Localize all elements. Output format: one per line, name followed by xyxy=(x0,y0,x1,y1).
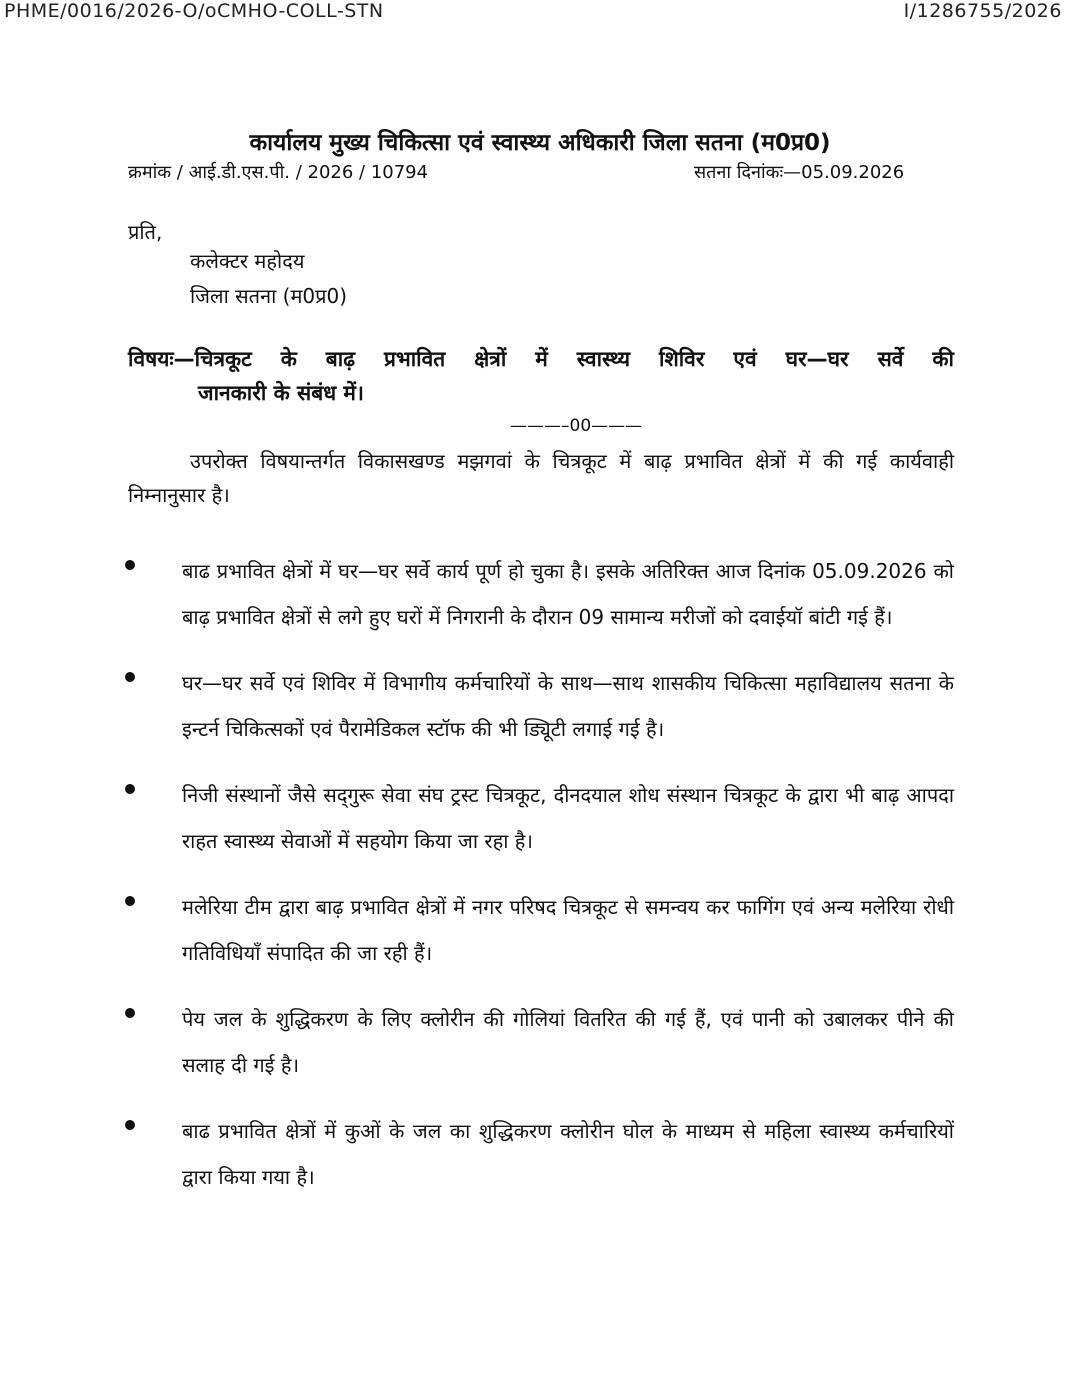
office-heading: कार्यालय मुख्य चिकित्सा एवं स्वास्थ्य अधिकारी जिला सतना (म0प्र0) xyxy=(249,130,831,156)
recipient-designation: कलेक्टर महोदय xyxy=(190,249,305,273)
file-reference-left: PHME/0016/2026-O/oCMHO-COLL-STN xyxy=(4,0,384,22)
point-text: मलेरिया टीम द्वारा बाढ़ प्रभावित क्षेत्रों में नगर परिषद चित्रकूट से समन्वय कर फागिंग एवं अन्य मलेरिया रोधी गतिविधियाँ संपादित की जा रही हैं। xyxy=(182,895,954,965)
bullet-icon xyxy=(125,1120,135,1130)
bullet-icon xyxy=(125,784,135,794)
list-item xyxy=(0,996,1080,1088)
list-item xyxy=(0,660,1080,752)
subject-line-1: विषयः—चित्रकूट के बाढ़ प्रभावित क्षेत्रों में स्वास्थ्य शिविर एवं घर—घर सर्वे की xyxy=(128,347,954,371)
bullet-icon xyxy=(125,1008,135,1018)
list-item xyxy=(0,884,1080,976)
list-item xyxy=(0,772,1080,864)
list-item xyxy=(0,548,1080,640)
recipient-location: जिला सतना (म0प्र0) xyxy=(190,284,348,308)
bullet-icon xyxy=(125,672,135,682)
list-item xyxy=(0,1108,1080,1200)
recipient-label: प्रति, xyxy=(128,220,163,244)
bullet-icon xyxy=(125,560,135,570)
point-text: बाढ प्रभावित क्षेत्रों में घर—घर सर्वे कार्य पूर्ण हो चुका है। इसके अतिरिक्त आज दिनांक 05.09.2026 को बाढ़ प्रभावित क्षेत्रों से लगे हुए घरों में निगरानी के दौरान 09 सामान्य मरीजों को दवाईयॉ बांटी गई हैं। xyxy=(182,559,954,629)
point-text: पेय जल के शुद्धिकरण के लिए क्लोरीन की गोलियां वितरित की गई हैं, एवं पानी को उबालकर पीने की सलाह दी गई है। xyxy=(182,1007,954,1077)
point-text: निजी संस्थानों जैसे सद्‌गुरू सेवा संघ ट्रस्ट चित्रकूट, दीनदयाल शोध संस्थान चित्रकूट के द्वारा भी बाढ़ आपदा राहत स्वास्थ्य सेवाओं में सहयोग किया जा रहा है। xyxy=(182,783,954,853)
point-text: बाढ प्रभावित क्षेत्रों में कुओं के जल का शुद्धिकरण क्लोरीन घोल के माध्यम से महिला स्वास्थ्य कर्मचारियों द्वारा किया गया है। xyxy=(182,1119,954,1189)
intro-paragraph: उपरोक्त विषयान्तर्गत विकासखण्ड मझगवां के चित्रकूट में बाढ़ प्रभावित क्षेत्रों में की गई कार्यवाही निम्नानुसार है। xyxy=(128,449,954,507)
file-reference-right: I/1286755/2026 xyxy=(903,0,1062,22)
subject-line-2: जानकारी के संबंध में। xyxy=(198,381,364,405)
point-text: घर—घर सर्वे एवं शिविर में विभागीय कर्मचारियों के साथ—साथ शासकीय चिकित्सा महाविद्यालय सतना के इन्टर्न चिकित्सकों एवं पैरामेडिकल स्टॉफ की भी ड्यिूटी लगाई गई है। xyxy=(182,671,954,741)
subject-block xyxy=(128,342,954,410)
reference-number: क्रमांक / आई.डी.एस.पी. / 2026 / 10794 xyxy=(128,162,429,183)
action-points-list xyxy=(0,548,1080,1220)
bullet-icon xyxy=(125,896,135,906)
letter-date: सतना दिनांकः—05.09.2026 xyxy=(694,162,905,183)
separator-mark: ———–00——— xyxy=(510,416,643,436)
